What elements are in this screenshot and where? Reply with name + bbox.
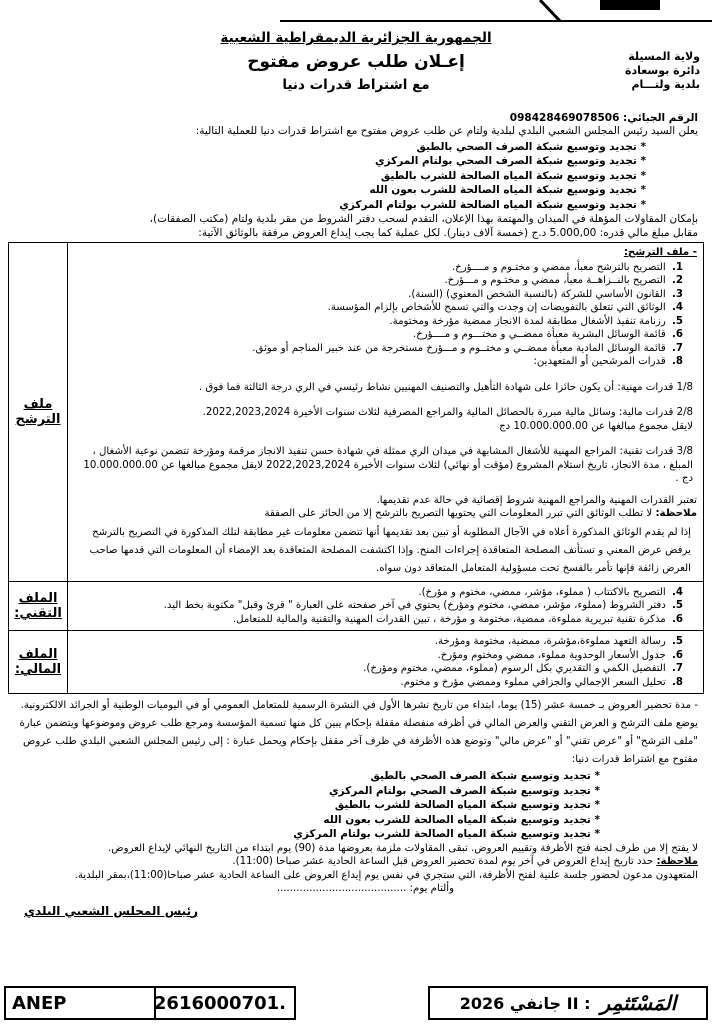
projects-repeat-list [8, 769, 704, 842]
fee-text: مقابل مبلغ مالي قدره: 5.000,00 د.ج (خمسة آلاف دينار). لكل عملية كما يجب إيداع العروض مرفقة بالوثائق الآتية: [198, 226, 698, 239]
item-text: قائمة الوسائل المادية معبأة ممضــي و مختــوم و مـــؤرخ مستخرجة من عند خبير المناجم أو موثق. [252, 342, 666, 354]
notice-condition: مع اشتراط قدرات دنيا [282, 77, 430, 93]
project-item: * تجديد وتوسيع شبكة الصرف الصحي بولتام المركزي [8, 154, 646, 169]
candidature-title: - ملف الترشح: [623, 247, 697, 258]
item-text: مذكرة تقنية تبريرية مملوءة، ممضية، مختومة و مؤرخة ، تبين القدرات المهنية والتقنية والمالية للمتعامل. [232, 613, 666, 625]
item-text: التصريح بالاكتتاب ( مملوء، مؤشر، ممضي، مختوم و مؤرخ). [418, 586, 666, 598]
notice-header [8, 22, 704, 112]
fiscal-id [8, 112, 704, 125]
candidature-items [72, 261, 697, 369]
list-item [72, 613, 683, 627]
item-text: التفصيل الكمي و التقديري بكل الرسوم (مملوء، ممضي، مختوم ومؤرخ). [363, 663, 666, 674]
item-number: 5. [672, 315, 683, 327]
project-item: * تجديد وتوسيع شبكة الصرف الصحي بالطيق [8, 769, 600, 784]
item-number: 8. [672, 356, 683, 367]
financial-row [9, 631, 704, 694]
item-number: 4. [672, 586, 683, 598]
project-item: * تجديد وتوسيع شبكة المياه الصالحة للشرب بولتام المركزي [8, 198, 646, 213]
place-date: وألتام يوم: ........................................ [276, 883, 454, 894]
professional-capacity: 1/8 قدرات مهنية: أن يكون حائزا على شهادة التأهيل والتصنيف المهنيين نشاط رئيسي في الري درجة الثالثة فما فوق . [198, 381, 693, 393]
item-text: رسالة التعهد مملوءة،مؤشرة، ممضية، مختومة ومؤرخة. [434, 636, 666, 647]
project-item: * تجديد وتوسيع شبكة المياه الصالحة للشرب بعون الله [8, 183, 646, 198]
project-item: * تجديد وتوسيع شبكة المياه الصالحة للشرب بعون الله [8, 813, 600, 828]
financial-section [68, 631, 704, 694]
signature-title: رئيس المجلس الشعبي البلدي [24, 903, 198, 918]
project-item: * تجديد وتوسيع شبكة المياه الصالحة للشرب بالطيق [8, 798, 600, 813]
list-item [72, 649, 683, 663]
list-item [72, 301, 683, 315]
list-item [72, 288, 683, 302]
required-files-table [8, 242, 704, 694]
notice-title: إعـلان طلب عروض مفتوح [247, 52, 465, 72]
financial-label: الملف المالي: [9, 631, 68, 694]
republic-heading: الجمهورية الجزائرية الديمقراطية الشعبية [220, 30, 492, 46]
project-item: * تجديد وتوسيع شبكة الصرف الصحي بولتام المركزي [8, 784, 600, 799]
item-number: 7. [672, 342, 683, 354]
list-item [72, 315, 683, 329]
fiscal-id-label: الرقم الجبائي: [623, 112, 698, 124]
candidature-label: ملف الترشح [9, 243, 68, 582]
candidature-row [9, 243, 704, 582]
intro-paragraph: يعلن السيد رئيس المجلس الشعبي البلدي لبلدية ولتام عن طلب عروض مفتوح مع اشتراط قدرات دنيا للعملية التالية: [195, 125, 698, 137]
item-number: 2. [672, 275, 683, 286]
item-number: 5. [672, 636, 683, 647]
withdrawal-text: بإمكان المقاولات المؤهلة في الميدان والمهتمة بهذا الإعلان، التقدم لسحب دفتر الشروط من مقر بلدية ولتام (مكتب الصفقات)، [149, 213, 698, 225]
daira-line: دائرة بوسعادة [624, 64, 700, 77]
opening-text: لا يفتح إلا من طرف لجنة فتح الأظرفة وتقييم العروض. تبقى المقاولات ملزمة بعروضها مدة (90) يوم ابتداء من التاريخ النهائي لإيداع العروض. [108, 842, 698, 854]
reference-number: 2616000701. [154, 986, 296, 1020]
fiscal-id-value: 098428469078506 [509, 112, 620, 124]
item-number: 3. [672, 288, 683, 300]
candidature-note [72, 507, 697, 521]
project-item: * تجديد وتوسيع شبكة المياه الصالحة للشرب بولتام المركزي [8, 827, 600, 842]
final-note [8, 855, 704, 869]
rejection-paragraph: إذا لم يقدم الوثائق المذكورة أعلاه في الآجال المطلوبة أو تبين بعد تقديمها أنها تتضمن معلومات غير مطابقة لتلك المذكورة في التصريح بالترشح يرفض عرض المعني و تستأنف المصلحة المتعاقدة إجراءات المنح. وإذا اكتشفت المصلحة المتعاقدة بعد الإمضاء أن المعلومات التي قدمها صاحب العرض زائفة فإنها تأمر بالفسخ تحت مسؤولية المتعامل المتعاقد دون سواه. [89, 526, 691, 574]
publication-footer [4, 986, 708, 1018]
item-number: 6. [672, 613, 683, 625]
candidature-section [68, 243, 704, 582]
note-text: لا تطلب الوثائق التي تبرر المعلومات التي يحتويها التصريح بالترشح إلا من الحائز على الصفقة [264, 508, 653, 519]
technical-section [68, 581, 704, 631]
item-text: قائمة الوسائل البشرية معبأة ممضــي و مختـــوم و مــــؤرخ. [412, 329, 666, 340]
list-item [72, 635, 683, 649]
item-number: 6. [672, 329, 683, 340]
item-number: 1. [672, 261, 683, 273]
list-item [72, 599, 683, 613]
financial-items [72, 635, 697, 689]
item-text: جدول الأسعار الوحدوية مملوء، ممضي ومختوم ومؤرخ. [437, 649, 666, 661]
item-text: قدرات المرشحين أو المتعهدين: [533, 356, 666, 367]
technical-capacity: 3/8 قدرات تقنية: المراجع المهنية للأشغال المشابهة في ميدان الري ممثلة في شهادة حسن تنفيذ الانجاز مرقمة ومؤرخة تتضمن نوعية الأشغال ، المبلغ ، مدة الانجاز، تاريخ استلام المشروع (مؤقت أو نهائي) لثلاث سنوات الأخيرة 2022,2023,2024 لايقل مجموع مبالغها عن 10.000.000.00 دج . [83, 446, 693, 484]
projects-list [8, 140, 704, 213]
commune-line: بلدية ولتـــام [631, 78, 700, 91]
item-number: 8. [672, 676, 683, 688]
financial-capacity: 2/8 قدرات مالية: وسائل مالية مبررة بالحصائل المالية والمراجع المصرفية لثلاث سنوات الأخيرة 2022,2023,2024. [202, 407, 693, 418]
submission-paragraph: - مدة تحضير العروض بـ خمسة عشر (15) يوما، ابتداء من تاريخ نشرها الأول في النشرة الرسمية للمتعامل العمومي أو في اليوميات الوطنية أو الجرائد الالكترونية. يوضع ملف الترشح و العرض التقني والعرض المالي في أظرفه منفصلة مقفلة بإحكام يبين كل منها تسمية المؤسسة ومرجع طلب عروض وموضوعها ويتضمن عبارة "ملف الترشح" أو "عرض تقني" أو "عرض مالي" وتوضع هذه الأظرفة في ظرف آخر مقفل بإحكام ويحمل عبارة : إلى رئيس المجلس الشعبي البلدي طلب عروض مفتوح مع اشتراط قدرات دنيا: [19, 700, 698, 765]
list-item [72, 676, 683, 690]
note-label: ملاحظة: [655, 508, 697, 519]
item-number: 5. [672, 600, 683, 611]
eliminatory-criteria: تعتبر القدرات المهنية والمراجع المهنية شروط إقصائية في حالة عدم تقديمها. [376, 494, 697, 506]
item-text: التصريح بالنــزاهــة معبأ، ممضي و مختـوم و مـــؤرخ. [444, 275, 666, 286]
item-number: 7. [672, 663, 683, 674]
item-text: تحليل السعر الإجمالي والجزافي مملوء وممضي مؤرخ و مختوم. [400, 676, 666, 688]
list-item [72, 342, 683, 356]
final-note-label: ملاحظة: [656, 856, 698, 867]
list-item [72, 261, 683, 275]
item-text: القانون الأساسي للشركة (بالنسبة الشخص المعنوي) (السنة). [408, 288, 666, 300]
item-text: رزنامة تنفيذ الأشغال مطابقة لمدة الانجاز ممضية مؤرخة ومختومة. [389, 315, 666, 327]
item-text: التصريح بالترشح معبأ، ممضي و مختـوم و مــــؤرخ. [451, 261, 666, 273]
final-note-text: حدد تاريخ إيداع العروض في آخر يوم لمدة تحضير العروض قبل الساعة الحادية عشر صباحا (11:00). [232, 856, 654, 867]
item-number: 4. [672, 302, 683, 313]
item-text: الوثائق التي تتعلق بالتفويضات إن وجدت والتي تسمح للأشخاص بإلزام المؤسسة. [327, 302, 666, 313]
agency-box: ANEP [4, 986, 156, 1020]
technical-row [9, 581, 704, 631]
project-item: * تجديد وتوسيع شبكة الصرف الصحي بالطيق [8, 140, 646, 155]
list-item [72, 274, 683, 288]
technical-items [72, 586, 697, 627]
newspaper-logo: المَسْتَثمِر [600, 991, 677, 1015]
wilaya-line: ولاية المسيلة [628, 50, 700, 63]
project-item: * تجديد وتوسيع شبكة المياه الصالحة للشرب بالطيق [8, 169, 646, 184]
notice-page [8, 22, 704, 918]
list-item [72, 662, 683, 676]
administration-block [625, 50, 700, 92]
top-edge-mark [0, 0, 712, 22]
list-item [72, 328, 683, 342]
list-item [72, 355, 683, 369]
publication-box [428, 986, 708, 1020]
financial-capacity-min: لايقل مجموع مبالغها عن 10.000.000.00 دج [499, 420, 693, 432]
list-item [72, 586, 683, 600]
technical-label: الملف التقني: [9, 581, 68, 631]
item-text: دفتر الشروط (مملوء، مؤشر، ممضي، مختوم ومؤرخ) يحتوي في آخر صفحته على العبارة " قرئ وقبل" مكتوبة بخط اليد. [163, 600, 666, 611]
publication-date: : II جانفي 2026 [459, 993, 591, 1013]
item-number: 6. [672, 649, 683, 661]
invitation-text: المتعهدون مدعون لحضور جلسة علنية لفتح الأظرفة، التي ستجري في نفس يوم إيداع العروض على الساعة الحادية عشر صباحا(11:00)،بمقر البلدية. [74, 869, 698, 881]
